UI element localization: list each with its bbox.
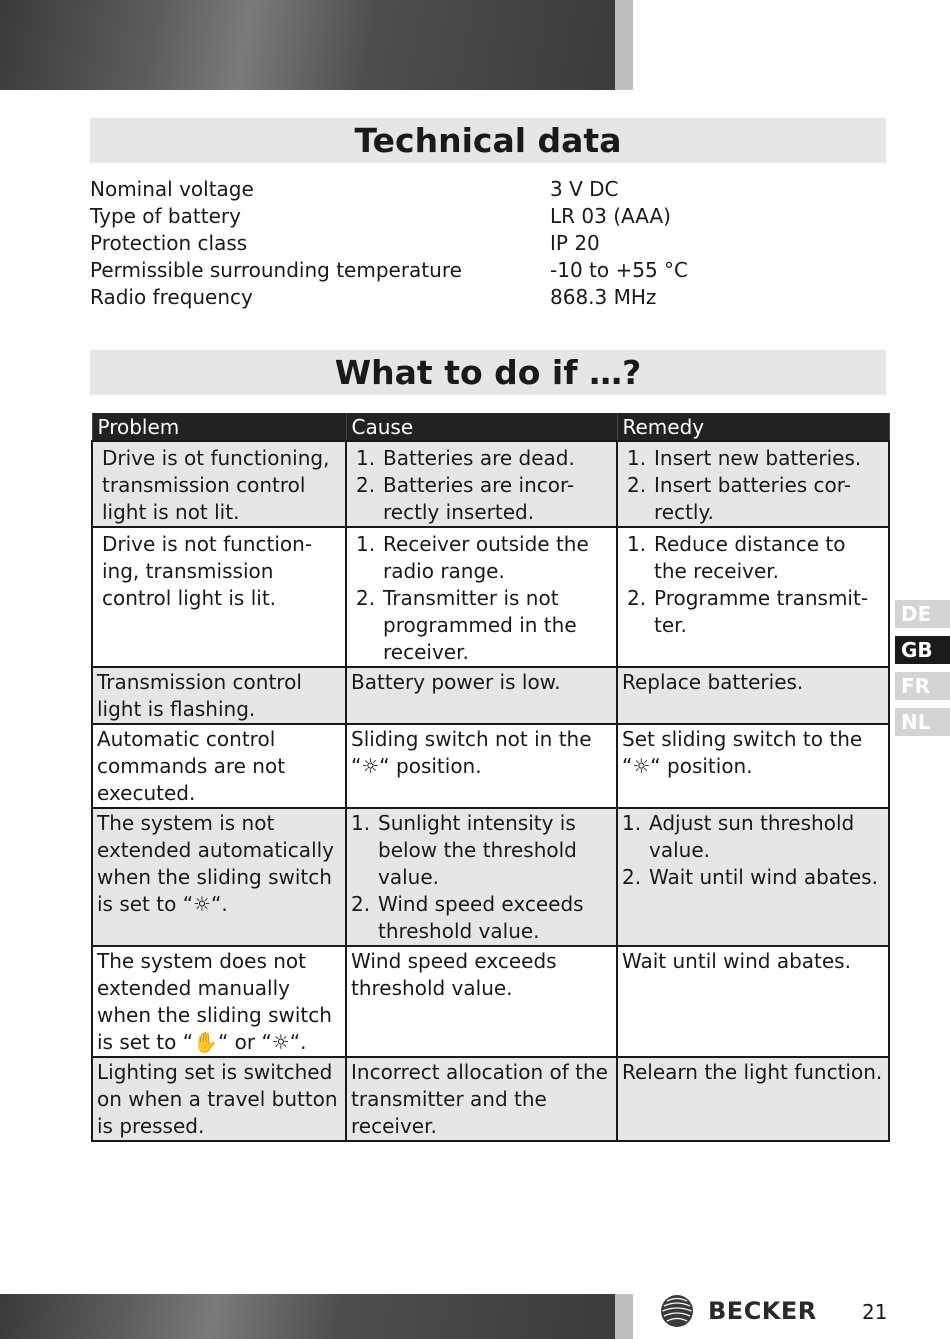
spec-label: Type of battery xyxy=(90,204,241,228)
list-item: 1. Reduce distance to the receiver. xyxy=(627,532,846,583)
list-item: 2. Wind speed exceeds threshold value. xyxy=(351,892,584,943)
spec-row xyxy=(90,176,886,203)
table-row xyxy=(92,808,889,946)
list-item: 2. Programme transmit-ter. xyxy=(627,586,869,637)
remedy-steps xyxy=(622,810,884,891)
list-item: 1. Batteries are dead. xyxy=(356,446,575,470)
spec-label: Nominal voltage xyxy=(90,177,254,201)
problem-cell: Transmission control light is flashing. xyxy=(92,667,346,724)
spec-label: Protection class xyxy=(90,231,248,255)
header-remedy: Remedy xyxy=(617,413,889,441)
problem-cell: Lighting set is switched on when a travel button is pressed. xyxy=(92,1057,346,1141)
list-item: 2. Batteries are incor-rectly inserted. xyxy=(356,473,575,524)
list-item: 2. Insert batteries cor-rectly. xyxy=(627,473,851,524)
problem-cell: Drive is ot functioning, transmission control light is not lit. xyxy=(92,441,346,527)
becker-logo-icon xyxy=(660,1294,694,1328)
spec-label: Permissible surrounding temperature xyxy=(90,258,462,282)
spec-row xyxy=(90,230,886,257)
brand-logo xyxy=(660,1293,817,1329)
spec-row xyxy=(90,257,886,284)
brand-name: BECKER xyxy=(708,1297,817,1325)
language-tab-nl[interactable]: NL xyxy=(895,708,950,736)
cause-cell xyxy=(346,441,617,527)
spec-value: 868.3 MHz xyxy=(550,285,657,309)
footer-decoration-band xyxy=(0,1294,615,1339)
cause-cell: Incorrect allocation of the transmitter and the receiver. xyxy=(346,1057,617,1141)
remedy-cell: Wait until wind abates. xyxy=(617,946,889,1057)
table-row xyxy=(92,946,889,1057)
spec-label: Radio frequency xyxy=(90,285,253,309)
table-row xyxy=(92,527,889,667)
table-row xyxy=(92,1057,889,1141)
list-item: 1. Insert new batteries. xyxy=(627,446,862,470)
problem-cell: Automatic control commands are not executed. xyxy=(92,724,346,808)
problem-cell: Drive is not function-ing, transmission control light is lit. xyxy=(92,527,346,667)
spec-row xyxy=(90,284,886,311)
footer-decoration-edge xyxy=(615,1294,633,1339)
remedy-cell xyxy=(617,527,889,667)
technical-data-title: Technical data xyxy=(90,118,886,163)
cause-cell: Wind speed exceeds threshold value. xyxy=(346,946,617,1057)
spec-value: 3 V DC xyxy=(550,177,619,201)
language-tab-gb[interactable]: GB xyxy=(895,636,950,664)
cause-cell: Sliding switch not in the “☼“ position. xyxy=(346,724,617,808)
language-tab-fr[interactable]: FR xyxy=(895,672,950,700)
list-item: 2. Transmitter is not programmed in the receiver. xyxy=(356,586,577,664)
table-row xyxy=(92,441,889,527)
table-row xyxy=(92,724,889,808)
problem-cell: The system does not extended manually when the sliding switch is set to “✋“ or “☼“. xyxy=(92,946,346,1057)
problem-cell: The system is not extended automatically when the sliding switch is set to “☼“. xyxy=(92,808,346,946)
remedy-cell: Relearn the light function. xyxy=(617,1057,889,1141)
spec-value: -10 to +55 °C xyxy=(550,258,688,282)
language-tab-de[interactable]: DE xyxy=(895,600,950,628)
remedy-steps xyxy=(627,445,884,526)
remedy-cell xyxy=(617,808,889,946)
table-row xyxy=(92,667,889,724)
list-item: 1. Adjust sun threshold value. xyxy=(622,811,855,862)
spec-row xyxy=(90,203,886,230)
cause-cell xyxy=(346,527,617,667)
header-decoration-band xyxy=(0,0,615,90)
page-number: 21 xyxy=(862,1300,888,1324)
spec-value: IP 20 xyxy=(550,231,600,255)
technical-data-list xyxy=(90,176,886,311)
cause-steps xyxy=(356,531,612,666)
troubleshooting-title: What to do if …? xyxy=(90,350,886,395)
list-item: 1. Sunlight intensity is below the threshold value. xyxy=(351,811,577,889)
cause-cell xyxy=(346,808,617,946)
header-decoration-edge xyxy=(615,0,633,90)
spec-value: LR 03 (AAA) xyxy=(550,204,671,228)
cause-cell: Battery power is low. xyxy=(346,667,617,724)
remedy-steps xyxy=(627,531,884,639)
table-header-row xyxy=(92,413,889,441)
header-problem: Problem xyxy=(92,413,346,441)
troubleshooting-table xyxy=(91,413,890,1142)
language-tabs xyxy=(895,600,950,744)
remedy-cell: Replace batteries. xyxy=(617,667,889,724)
remedy-cell xyxy=(617,441,889,527)
header-cause: Cause xyxy=(346,413,617,441)
remedy-cell: Set sliding switch to the “☼“ position. xyxy=(617,724,889,808)
list-item: 2. Wait until wind abates. xyxy=(622,865,878,889)
list-item: 1. Receiver outside the radio range. xyxy=(356,532,589,583)
cause-steps xyxy=(356,445,612,526)
cause-steps xyxy=(351,810,612,945)
